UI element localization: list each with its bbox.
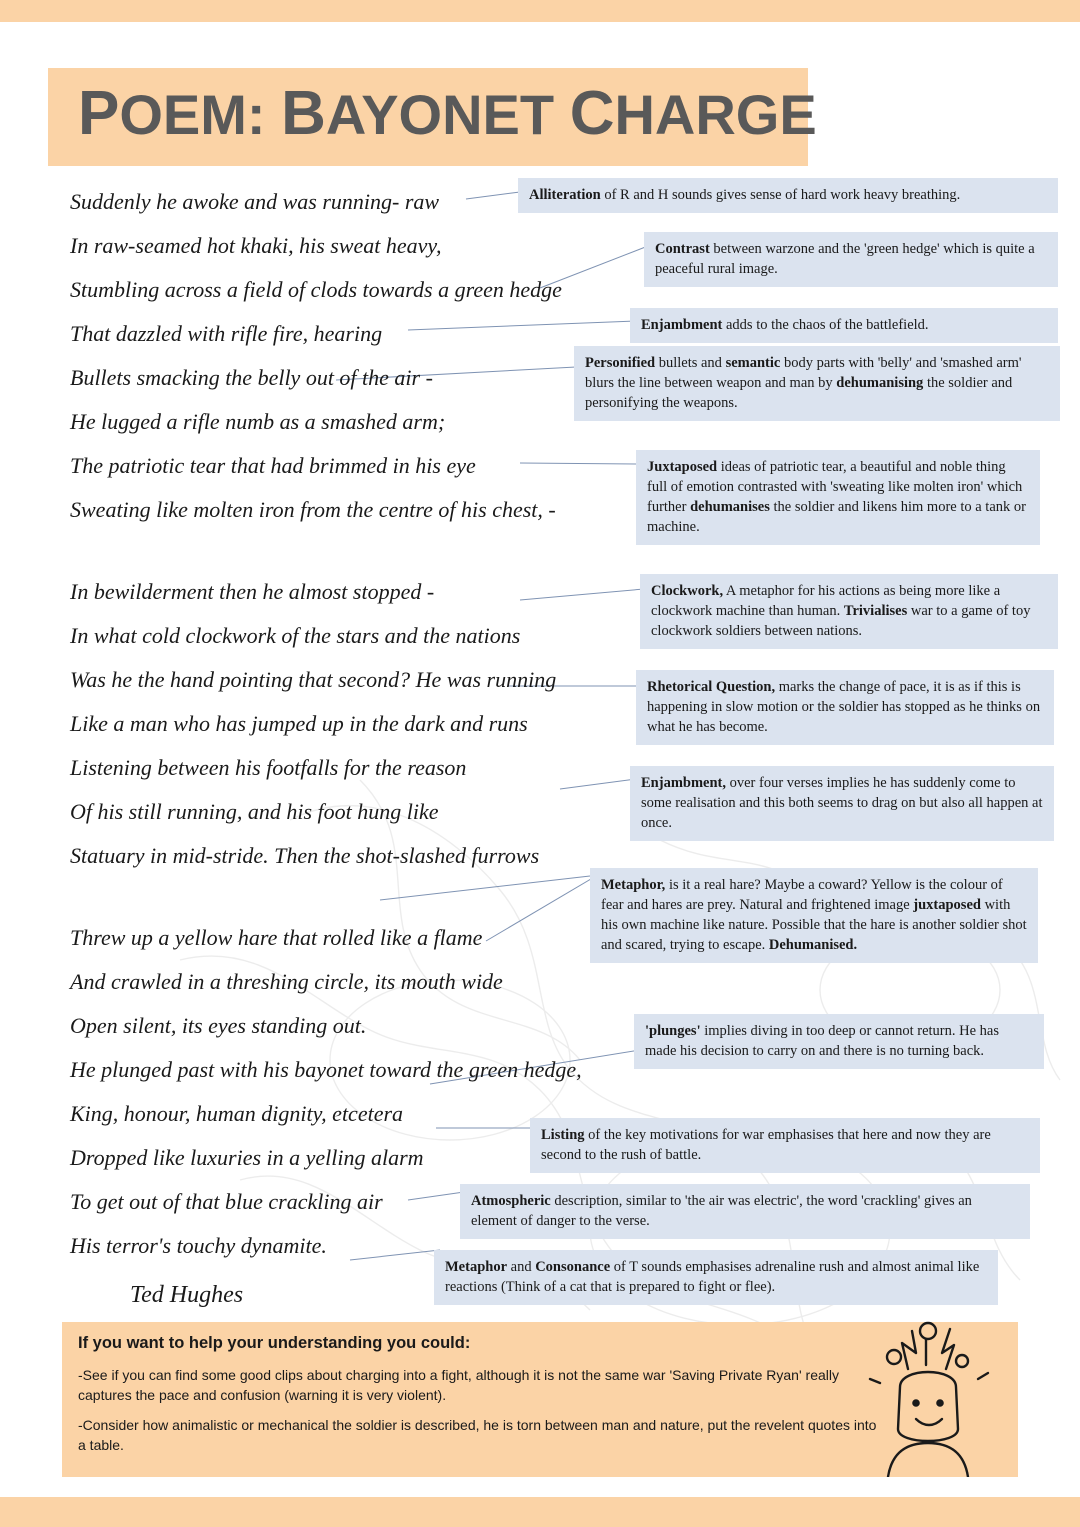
annotation-clockwork — [640, 574, 1058, 649]
stanza-2 — [70, 570, 630, 878]
annotation-personified — [574, 346, 1060, 421]
annotation-metaphor-consonance — [434, 1250, 998, 1305]
annotation-term: 'plunges' — [645, 1023, 701, 1039]
annotation-term: semantic — [725, 355, 781, 371]
annotation-text: implies diving in too deep or cannot return. He has made his decision to carry on and there is no turning back. — [645, 1023, 999, 1059]
poem-line: Sweating like molten iron from the centre of his chest, - — [70, 497, 556, 522]
annotation-term: Consonance — [535, 1259, 611, 1275]
poem-line: Of his still running, and his foot hung like — [70, 799, 439, 824]
thinking-head-icon — [858, 1317, 998, 1477]
poem-line: Open silent, its eyes standing out. — [70, 1013, 367, 1038]
annotation-text: of the key motivations for war emphasises that here and now they are second to the rush of battle. — [541, 1127, 991, 1163]
poem-line: The patriotic tear that had brimmed in his eye — [70, 453, 476, 478]
help-item: -Consider how animalistic or mechanical the soldier is described, he is torn between man and nature, put the revelent quotes into a table. — [78, 1417, 877, 1453]
poem-line: In what cold clockwork of the stars and the nations — [70, 623, 521, 648]
annotation-contrast — [644, 232, 1058, 287]
poem-line: His terror's touchy dynamite. — [70, 1233, 327, 1258]
annotation-enjambment-2 — [630, 766, 1054, 841]
annotation-text: and — [507, 1259, 536, 1275]
annotation-term: Enjambment — [641, 317, 723, 333]
understanding-help-box — [62, 1322, 1018, 1477]
annotation-rhetorical-question — [636, 670, 1054, 745]
poem-line: Threw up a yellow hare that rolled like a flame — [70, 925, 483, 950]
annotation-text: body parts with 'belly' and 'smashed arm' blurs the line between weapon and man by — [585, 355, 1022, 391]
poem-line: Listening between his footfalls for the reason — [70, 755, 467, 780]
annotation-term: Personified — [585, 355, 656, 371]
poem-author: Ted Hughes — [130, 1282, 244, 1308]
annotation-atmospheric — [460, 1184, 1030, 1239]
annotation-text: description, similar to 'the air was electric', the word 'crackling' gives an element of danger to the verse. — [471, 1193, 972, 1229]
annotation-listing — [530, 1118, 1040, 1173]
poem-line: King, honour, human dignity, etcetera — [70, 1101, 404, 1126]
annotation-term: Trivialises — [843, 603, 908, 619]
annotation-text: with his own machine like nature. Possible that the hare is another soldier shot and scared, trying to escape. — [601, 897, 1027, 953]
page-title: POEM: BAYONET CHARGE — [78, 79, 817, 148]
annotation-term: Listing — [541, 1127, 585, 1143]
annotation-alliteration — [518, 178, 1058, 213]
annotation-term: Alliteration — [529, 187, 601, 203]
annotation-text: bullets and — [655, 355, 726, 371]
poem-line: He plunged past with his bayonet toward the green hedge, — [70, 1057, 582, 1082]
poem-line: Like a man who has jumped up in the dark and runs — [70, 711, 528, 736]
stanza-gap — [70, 878, 630, 916]
annotation-term: Rhetorical Question, — [647, 679, 776, 695]
annotation-text: the soldier and personifying the weapons. — [585, 375, 1013, 411]
help-title: If you want to help your understanding you could: — [78, 1334, 471, 1352]
annotation-text: of R and H sounds gives sense of hard work heavy breathing. — [600, 187, 961, 203]
poem-line: Suddenly he awoke and was running- raw — [70, 189, 440, 214]
poem-line: Stumbling across a field of clods towards a green hedge — [70, 277, 562, 302]
poem-line: In bewilderment then he almost stopped - — [70, 579, 435, 604]
annotation-term: Dehumanised. — [768, 937, 858, 953]
poem-line: Dropped like luxuries in a yelling alarm — [70, 1145, 424, 1170]
annotation-term: Metaphor, — [601, 877, 666, 893]
annotation-term: Atmospheric — [471, 1193, 551, 1209]
stanza-gap — [70, 532, 630, 570]
annotation-text: A metaphor for his actions as being more like a clockwork machine than human. — [651, 583, 1001, 619]
annotation-term: juxtaposed — [913, 897, 981, 913]
annotation-term: Juxtaposed — [647, 459, 718, 475]
annotation-term: Clockwork, — [651, 583, 724, 599]
bottom-accent-band — [0, 1497, 1080, 1527]
annotation-term: Contrast — [655, 241, 710, 257]
annotation-term: dehumanises — [690, 499, 770, 515]
help-item: -See if you can find some good clips about charging into a fight, although it is not the same war 'Saving Private Ryan' really captures the pace and confusion (warning it is very violent). — [78, 1367, 839, 1403]
poem-line: Bullets smacking the belly out of the air - — [70, 365, 433, 390]
annotation-juxtaposed — [636, 450, 1040, 545]
annotation-plunges — [634, 1014, 1044, 1069]
poem-line: Statuary in mid-stride. Then the shot-slashed furrows — [70, 843, 540, 868]
annotation-text: war to a game of toy clockwork soldiers between nations. — [651, 603, 1031, 639]
annotation-term: dehumanising — [836, 375, 924, 391]
poem-line: That dazzled with rifle fire, hearing — [70, 321, 383, 346]
poem-line: In raw-seamed hot khaki, his sweat heavy, — [70, 233, 442, 258]
annotation-text: of T sounds emphasises adrenaline rush and almost animal like reactions (Think of a cat that is prepared to fight or flee). — [445, 1259, 980, 1295]
annotation-term: Enjambment, — [641, 775, 726, 791]
poem-line: To get out of that blue crackling air — [70, 1189, 383, 1214]
annotation-text: adds to the chaos of the battlefield. — [722, 317, 929, 333]
top-accent-band — [0, 0, 1080, 22]
annotation-metaphor-hare — [590, 868, 1038, 963]
poem-line: He lugged a rifle numb as a smashed arm; — [70, 409, 446, 434]
annotation-term: Metaphor — [445, 1259, 508, 1275]
annotation-text: is it a real hare? Maybe a coward? Yellow is the colour of fear and hares are prey. Natural and frightened image — [601, 877, 1003, 913]
poem-line: And crawled in a threshing circle, its mouth wide — [70, 969, 503, 994]
annotation-text: between warzone and the 'green hedge' which is quite a peaceful rural image. — [655, 241, 1035, 277]
poem-line: Was he the hand pointing that second? He was running — [70, 667, 557, 692]
annotation-text: ideas of patriotic tear, a beautiful and noble thing full of emotion contrasted with 'sweating like molten iron' which further — [647, 459, 1023, 515]
stanza-1 — [70, 180, 630, 532]
annotation-text: marks the change of pace, it is as if this is happening in slow motion or the soldier has stopped as he thinks on what he has become. — [647, 679, 1041, 735]
annotation-text: over four verses implies he has suddenly come to some realisation and this both seems to drag on but also all happen at once. — [641, 775, 1043, 831]
annotation-enjambment-1 — [630, 308, 1058, 343]
annotation-text: the soldier and likens him more to a tank or machine. — [647, 499, 1026, 535]
